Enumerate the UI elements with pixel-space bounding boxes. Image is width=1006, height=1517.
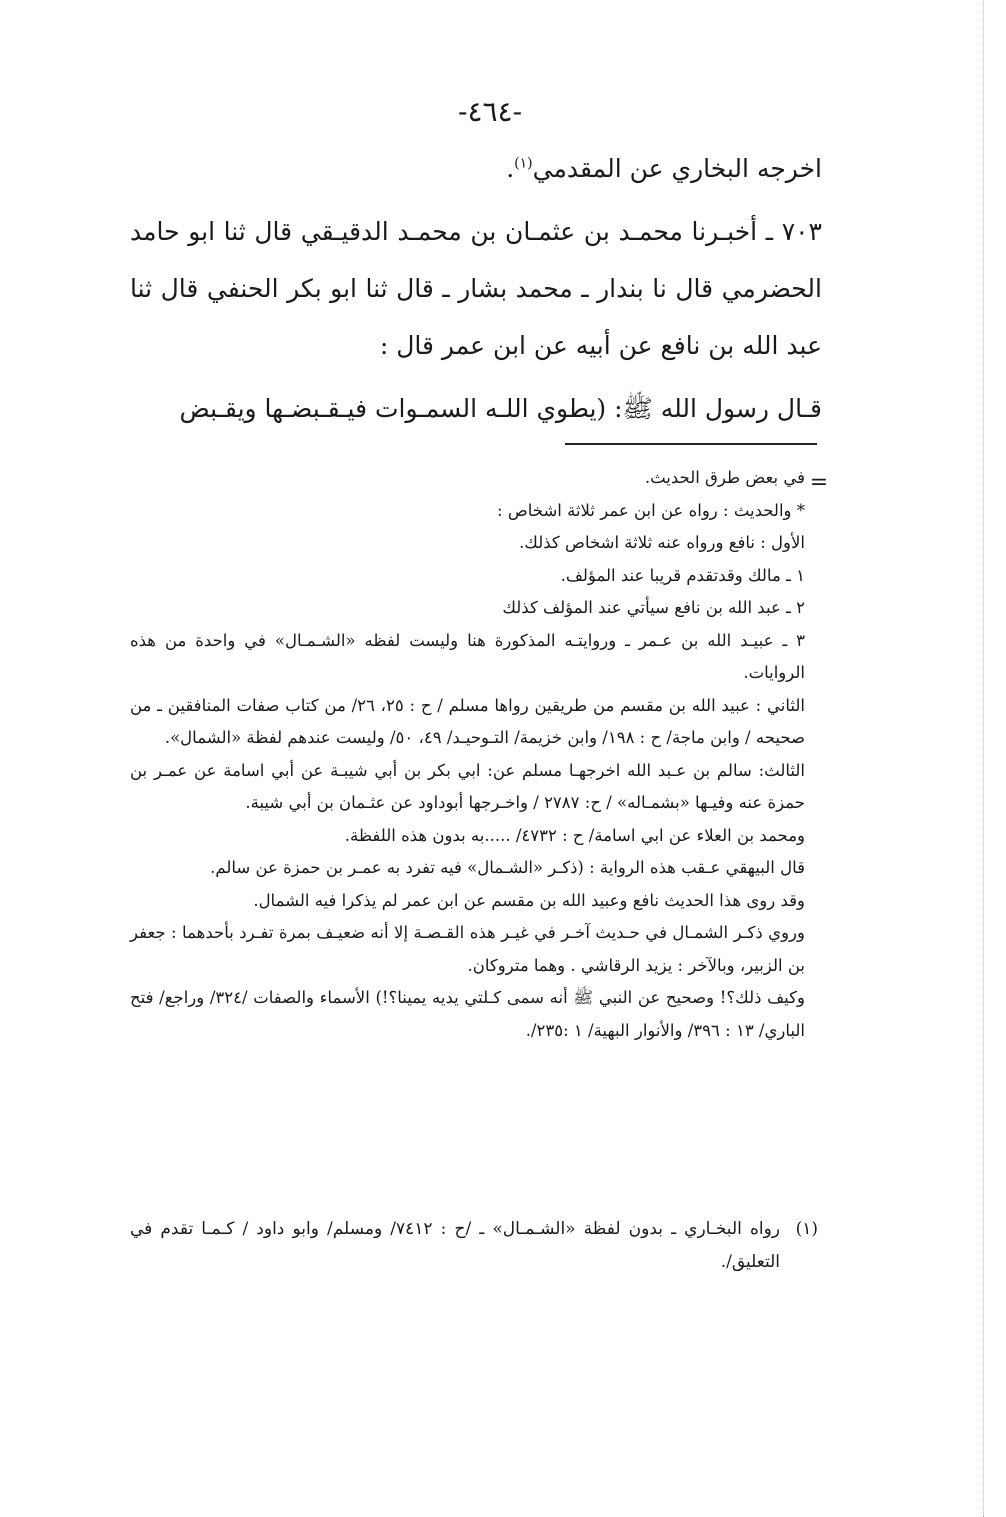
footnote-separator xyxy=(565,443,817,445)
commentary-notes xyxy=(130,462,805,1047)
note-line: وكيف ذلك؟! وصحيح عن النبي ﷺ أنه سمى كـلتي يديه يمينا؟!) الأسماء والصفات /٣٢٤/ وراجع/ فتح الباري/ ١٣ : ٣٩٦/ والأنوار البهية/ ١ :٢٣٥/. xyxy=(130,988,805,1040)
isnad-paragraph: ٧٠٣ ـ أخبـرنا محمـد بن عثمـان بن محمـد الدقيـقي قال ثنا ابو حامد الحضرمي قال نا بندار ـ محمد بشار ـ قال ثنا ابو بكر الحنفي قال ثنا عبد الله بن نافع عن أبيه عن ابن عمر قال : xyxy=(130,217,822,360)
footnote-list xyxy=(130,1213,818,1278)
continuation-mark: = xyxy=(809,470,829,495)
note-line: الثالث: سالم بن عـبد الله اخرجهـا مسلم عن: ابي بكر بن أبي شيبـة عن أبي اسامة عن عمـر بن حمزة عنه وفيـها «بشمـاله» / ح: ٢٧٨٧ / واخـرجها أبوداود عن عثـمان بن أبي شيبة. xyxy=(130,760,805,812)
note-line: وقد روى هذا الحديث نافع وعبيد الله بن مقسم عن ابن عمر لم يذكرا فيه الشمال. xyxy=(253,890,805,910)
note-line: * والحديث : رواه عن ابن عمر ثلاثة اشخاص : xyxy=(497,500,805,520)
note-line: ٣ ـ عبيـد الله بن عـمر ـ وروايتـه المذكورة هنا وليست لفظه «الشـمـال» في واحدة من هذه الروايات. xyxy=(130,630,805,682)
note-line: الثاني : عبيد الله بن مقسم من طريقين رواها مسلم / ح : ٢٥، ٢٦/ من كتاب صفات المنافقين ـ من صحيحه / وابن ماجة/ ح : ١٩٨/ وابن خزيمة/ التـوحيـد/ ٤٩، ٥٠/ وليست عندهم لفظة «الشمال». xyxy=(130,695,805,747)
hadith-line: قـال رسول الله ﷺ: (يطوي اللـه السمـوات فيـقـبضـها ويقـبض xyxy=(179,394,822,423)
first-line-end: . xyxy=(506,154,515,183)
first-line-text: اخرجه البخاري عن المقدمي xyxy=(532,154,822,183)
main-text xyxy=(130,140,822,437)
footnote-item xyxy=(130,1213,818,1278)
page-number: -٤٦٤- xyxy=(457,95,523,128)
first-line xyxy=(130,140,822,197)
note-line: ١ ـ مالك وقدتقدم قريبا عند المؤلف. xyxy=(560,565,805,585)
note-line: في بعض طرق الحديث. xyxy=(644,468,805,487)
note-line: ٢ ـ عبد الله بن نافع سيأتي عند المؤلف كذلك xyxy=(502,598,805,617)
note-line: الأول : نافع ورواه عنه ثلاثة اشخاص كذلك. xyxy=(519,533,805,552)
scan-edge-line xyxy=(983,0,984,1517)
footnote-reference: (١) xyxy=(514,155,533,172)
note-line: وروي ذكـر الشمـال في حـديث آخـر في غيـر هذه القـصـة إلا أنه ضعيـف بمرة تفـرد بأحدهما : جعفر بن الزبير، وبالآخر : يزيد الرقاشي . وهما متروكان. xyxy=(130,923,805,975)
footnote-text: رواه البخـاري ـ بدون لفظة «الشـمـال» ـ /ح : ٧٤١٢/ ومسلم/ وابو داود / كـمـا تقدم في التعليق/. xyxy=(130,1219,780,1272)
note-line: قال البيهقي عـقب هذه الرواية : (ذكـر «الشـمال» فيه تفرد به عمـر بن حمزة عن سالم. xyxy=(210,858,805,877)
footnote-number: (١) xyxy=(795,1219,818,1239)
note-line: ومحمد بن العلاء عن ابي اسامة/ ح : ٤٧٣٢/ .....به بدون هذه اللفظة. xyxy=(344,825,805,845)
